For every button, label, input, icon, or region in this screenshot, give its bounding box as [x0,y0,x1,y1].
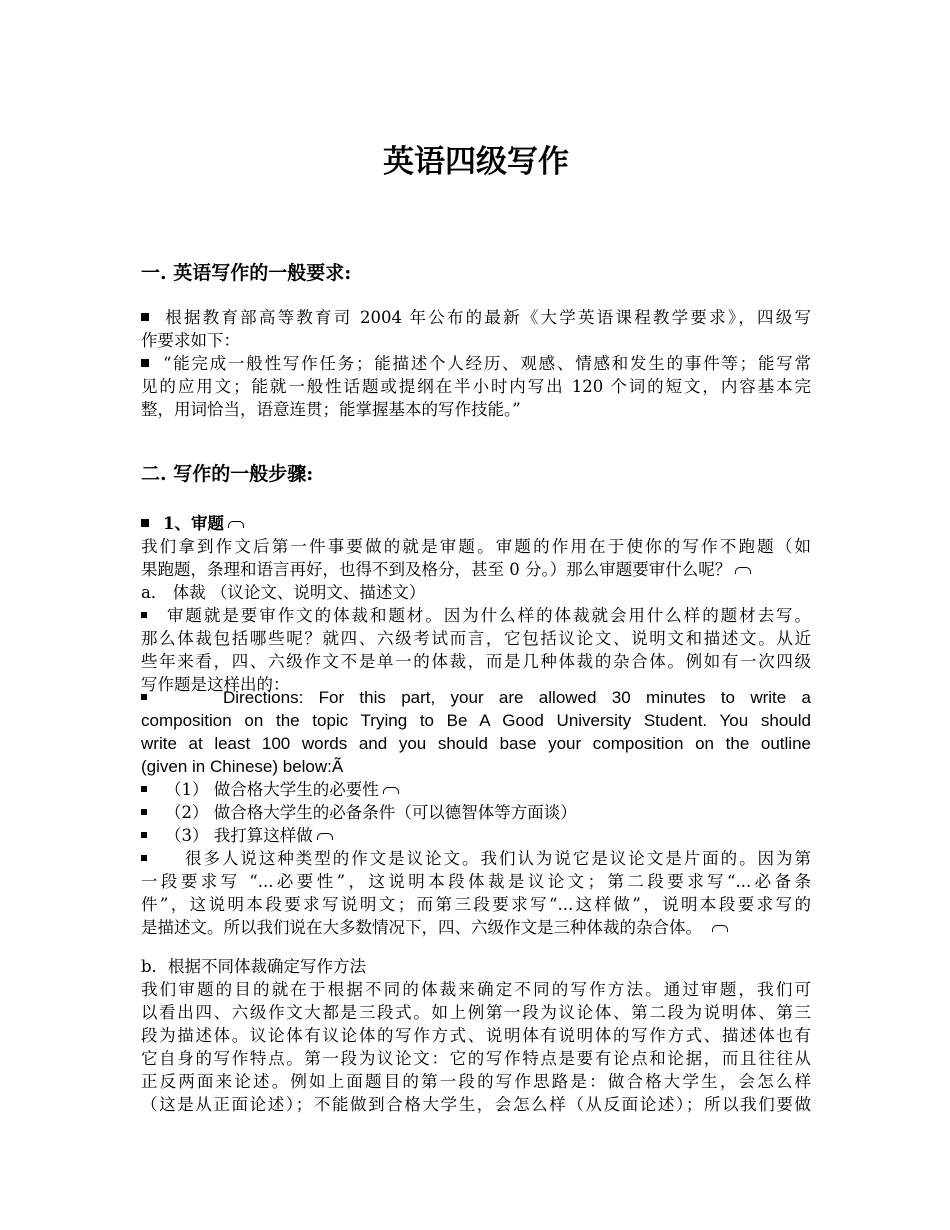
outline-list [141,778,811,847]
paragraph-line: 些年来看，四、六级作文不是单一的体裁，而是几种体裁的杂合体。例如有一次四级 [141,652,811,671]
square-bullet-icon [141,809,147,815]
paragraph-line: 件”，这说明本段要求写说明文；而第三段要求写“...这样做”，说明本段要求写的 [141,895,811,914]
outline-item-1 [141,778,811,801]
paragraph-line: 段为描述体。议论体有议论体的写作方式、说明体有说明体的写作方式、描述体也有 [141,1026,811,1045]
analysis-paragraph [141,847,811,939]
text-run: 很多人说这种类型的作文是议论文。我们认为说它是议论文是片面的。因为第 [183,849,811,868]
text-run: （2） 做合格大学生的必备条件（可以德智体等方面谈） [165,803,577,822]
step1-heading-line [141,512,811,535]
item-a-line: a． 体裁 （议论文、说明文、描述文） [141,583,426,602]
directions-line [141,686,811,709]
paragraph-line: 正反两面来论述。例如上面题目的第一段的写作思路是：做合格大学生，会怎么样 [141,1072,811,1091]
paragraph-mark-icon [712,925,728,932]
paragraph-line: 以看出四、六级作文大都是三段式。如上例第一段为议论体、第二段为说明体、第三 [141,1003,811,1022]
square-bullet-icon [141,855,147,861]
paragraph-line: 见的应用文；能就一般性话题或提纲在半小时内写出 120 个词的短文，内容基本完 [141,377,811,396]
paragraph-line: 一段要求写 “...必要性”，这说明本段体裁是议论文；第二段要求写“...必备条 [141,872,811,891]
text-run: “能完成一般性写作任务；能描述个人经历、观感、情感和发生的事件等；能写常 [163,354,811,373]
section1-paragraph2 [141,352,811,421]
paragraph-line [141,847,811,870]
section2-heading: 二. 写作的一般步骤: [141,463,314,485]
paragraph-mark-icon [228,521,244,528]
paragraph-line [141,916,811,939]
paragraph-line: 写作题是这样出的： [141,675,290,694]
text-run: （3） 我打算这样做 [165,826,313,845]
square-bullet-icon [141,519,149,527]
directions-block [141,686,811,778]
paragraph-line: 它自身的写作特点。第一段为议论文：它的写作特点是要有论点和论据，而且往往从 [141,1049,811,1068]
text-run: 是描述文。所以我们说在大多数情况下，四、六级作文是三种体裁的杂合体。 [141,918,702,937]
text-run: Directions: For this part, your are allowed 30 minutes to write a [223,688,811,707]
paragraph-mark-icon [383,787,399,794]
square-bullet-icon [141,694,147,700]
square-bullet-icon [141,832,147,838]
paragraph-line: （这是从正面论述）；不能做到合格大学生，会怎么样（从反面论述）；所以我们要做 [141,1095,811,1114]
document-title: 英语四级写作 [383,144,569,180]
method-block [141,955,811,1116]
paragraph-line [141,306,811,329]
square-bullet-icon [141,359,149,367]
paragraph-line: 作要求如下： [141,331,240,350]
paragraph-line: 那么体裁包括哪些呢？就四、六级考试而言，它包括议论文、说明文和描述文。从近 [141,629,811,648]
square-bullet-icon [141,313,149,321]
step1-heading: 1、审题 [163,514,224,533]
section1-heading: 一. 英语写作的一般要求: [141,262,352,284]
directions-line: composition on the topic Trying to Be A Good University Student. You should [141,711,811,730]
paragraph-mark-icon [317,833,333,840]
directions-line: (given in Chinese) below:Ã [141,757,344,776]
directions-line: write at least 100 words and you should base your composition on the outline [141,734,811,753]
item-b-line: b．根据不同体裁确定写作方法 [141,957,367,976]
paragraph-line: 整，用词恰当，语意连贯；能掌握基本的写作技能。” [141,400,521,419]
paragraph-line: 我们审题的目的就在于根据不同的体裁来确定不同的写作方法。通过审题，我们可 [141,980,811,999]
square-bullet-icon [141,612,147,618]
text-run: 根据教育部高等教育司 2004 年公布的最新《大学英语课程教学要求》，四级写 [163,308,811,327]
outline-item-2 [141,801,811,824]
section1-paragraph1 [141,306,811,352]
paragraph-mark-icon [735,567,751,574]
square-bullet-icon [141,786,147,792]
paragraph-line: 我们拿到作文后第一件事要做的就是审题。审题的作用在于使你的写作不跑题（如 [141,537,811,556]
paragraph-line [141,604,811,627]
text-run: 果跑题，条理和语言再好，也得不到及格分，甚至 0 分。）那么审题要审什么呢？ [141,560,732,579]
text-run: （1） 做合格大学生的必要性 [165,780,379,799]
text-run: 审题就是要审作文的体裁和题材。因为什么样的体裁就会用什么样的题材去写。 [165,606,811,625]
paragraph-line [141,558,811,581]
paragraph-line [141,352,811,375]
outline-item-3 [141,824,811,847]
step1-block [141,512,811,696]
